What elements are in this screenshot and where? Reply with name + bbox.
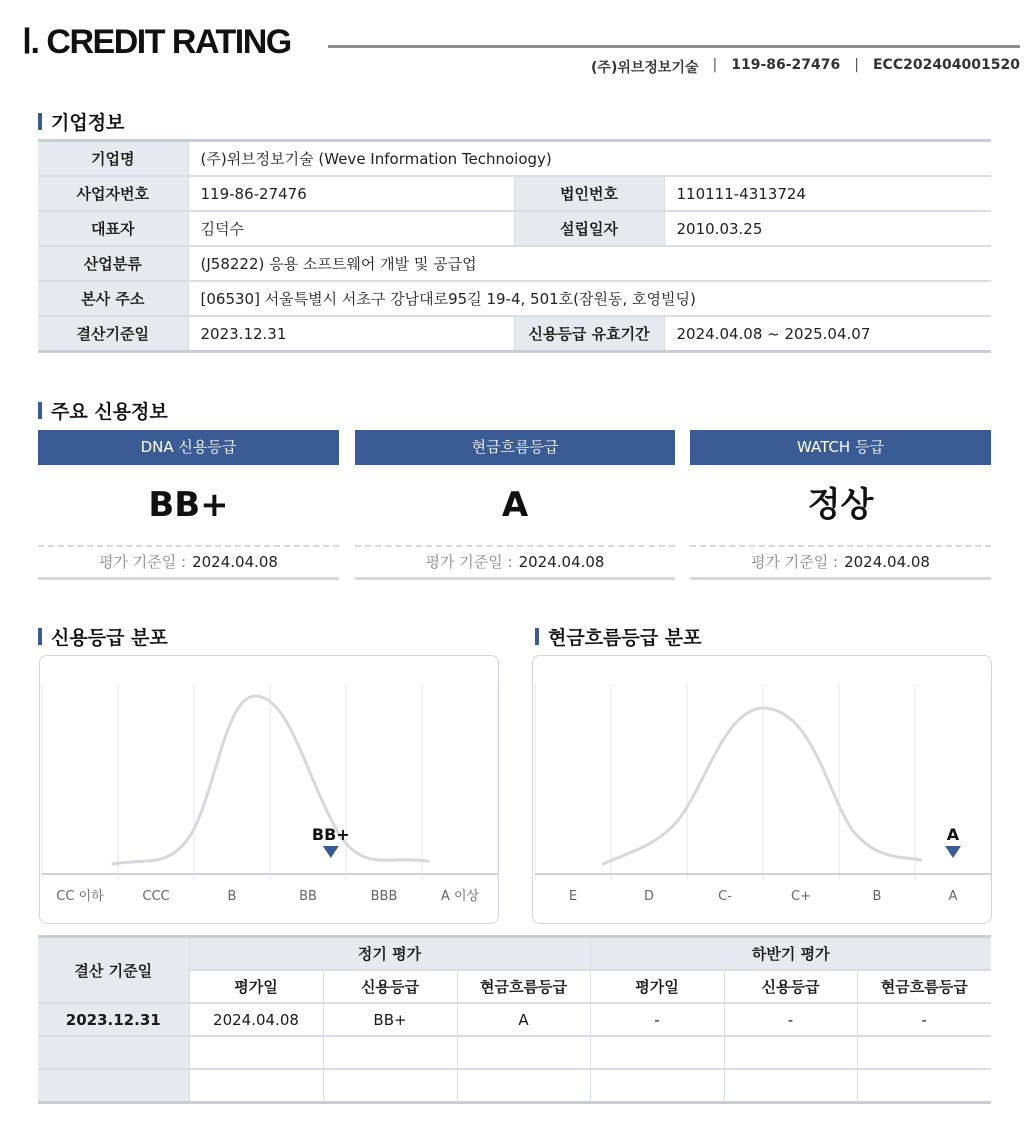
label-ceo: 대표자 — [38, 211, 188, 246]
separator: | — [712, 57, 718, 73]
table-row — [38, 1036, 991, 1069]
card-watch-rating — [690, 430, 991, 580]
credit-distribution-chart — [39, 655, 499, 924]
section-marker — [38, 113, 42, 130]
section-title-company — [38, 108, 124, 135]
header-meta — [591, 57, 1020, 77]
x-tick-label: CCC — [142, 889, 170, 904]
cell-settle-date — [38, 1069, 189, 1103]
header-eval-date: 평가일 — [590, 970, 724, 1003]
section-title-credit — [38, 397, 168, 424]
cell: 2024.04.08 — [189, 1003, 323, 1036]
x-tick-label: A 이상 — [440, 889, 480, 904]
label-industry: 산업분류 — [38, 246, 188, 281]
card-date-row — [355, 547, 675, 580]
table-row — [38, 1003, 991, 1036]
cell-settle-date: 2023.12.31 — [38, 1003, 189, 1036]
cell — [857, 1036, 991, 1069]
x-tick-label: C- — [718, 889, 732, 904]
chart-title: 신용등급 분포 — [51, 627, 168, 649]
card-dna-rating — [38, 430, 339, 580]
cell — [590, 1069, 724, 1103]
cell: - — [590, 1003, 724, 1036]
section-marker — [535, 628, 539, 645]
x-tick-label: E — [568, 889, 578, 904]
grade-marker-label: BB+ — [311, 825, 350, 844]
header-settle-date: 결산 기준일 — [38, 937, 189, 1004]
card-cashflow-rating — [355, 430, 675, 580]
x-tick-label: C+ — [791, 889, 811, 904]
header-half-eval: 하반기 평가 — [590, 937, 991, 971]
card-date: 2024.04.08 — [518, 553, 605, 571]
section-title-credit-dist — [38, 623, 168, 650]
table-row — [38, 1069, 991, 1103]
header-biz-no: 119-86-27476 — [731, 57, 841, 73]
value-ceo: 김덕수 — [188, 211, 514, 246]
value-valid-period: 2024.04.08 ~ 2025.04.07 — [664, 316, 991, 352]
label-address: 본사 주소 — [38, 281, 188, 316]
label-corp-no: 법인번호 — [514, 176, 664, 211]
value-industry: (J58222) 응용 소프트웨어 개발 및 공급업 — [188, 246, 991, 281]
header-eval-date: 평가일 — [189, 970, 323, 1003]
rating-history-table — [38, 935, 991, 1104]
cell — [724, 1069, 857, 1103]
cell — [724, 1036, 857, 1069]
x-tick-label: BBB — [370, 889, 398, 904]
label-settle-date: 결산기준일 — [38, 316, 188, 352]
cell: BB+ — [323, 1003, 457, 1036]
grade-marker-icon — [945, 846, 961, 858]
x-tick-label: A — [948, 889, 958, 904]
grade-marker-label: A — [946, 825, 960, 844]
x-tick-label: D — [643, 889, 655, 904]
card-date-row — [38, 547, 339, 580]
card-date-label: 평가 기준일 : — [751, 553, 839, 571]
header-credit-grade: 신용등급 — [724, 970, 857, 1003]
section-title-cashflow-dist — [535, 623, 701, 650]
cell-settle-date — [38, 1036, 189, 1069]
table-header-row — [38, 937, 991, 971]
card-header: DNA 신용등급 — [38, 430, 339, 465]
cell — [189, 1036, 323, 1069]
header-cashflow-grade: 현금흐름등급 — [457, 970, 590, 1003]
section-title-text: 기업정보 — [51, 112, 125, 134]
value-biz-no: 119-86-27476 — [188, 176, 514, 211]
credit-distribution-svg — [40, 656, 498, 923]
table-row — [38, 176, 991, 211]
distribution-curve — [603, 708, 921, 864]
header-company: (주)위브정보기술 — [591, 60, 699, 76]
cell: - — [724, 1003, 857, 1036]
header-cashflow-grade: 현금흐름등급 — [857, 970, 991, 1003]
value-settle-date: 2023.12.31 — [188, 316, 514, 352]
value-company-name: (주)위브정보기술 (Weve Information Technoiogy) — [188, 141, 991, 177]
card-date-row — [690, 547, 991, 580]
table-row — [38, 211, 991, 246]
label-biz-no: 사업자번호 — [38, 176, 188, 211]
cell: - — [857, 1003, 991, 1036]
section-title-text: 주요 신용정보 — [51, 401, 168, 423]
card-grade: A — [501, 485, 529, 525]
cell — [857, 1069, 991, 1103]
cell: A — [457, 1003, 590, 1036]
company-info-table — [38, 139, 991, 353]
page-title: Ⅰ. CREDIT RATING — [22, 23, 291, 61]
separator: | — [854, 57, 859, 73]
cell — [323, 1069, 457, 1103]
x-tick-label: B — [227, 889, 237, 904]
cashflow-distribution-chart — [532, 655, 992, 924]
cell — [457, 1069, 590, 1103]
value-address: [06530] 서울특별시 서초구 강남대로95길 19-4, 501호(잠원동, 호영빌딩) — [188, 281, 991, 316]
card-header: WATCH 등급 — [690, 430, 991, 465]
cell — [590, 1036, 724, 1069]
header-credit-grade: 신용등급 — [323, 970, 457, 1003]
cell — [189, 1069, 323, 1103]
card-grade: BB+ — [148, 485, 229, 525]
value-founded: 2010.03.25 — [664, 211, 991, 246]
header-doc-no: ECC202404001520 — [872, 57, 1020, 73]
table-row — [38, 246, 991, 281]
label-valid-period: 신용등급 유효기간 — [514, 316, 664, 352]
value-corp-no: 110111-4313724 — [664, 176, 991, 211]
card-grade: 정상 — [807, 485, 874, 525]
x-tick-label: CC 이하 — [56, 889, 104, 904]
table-row — [38, 281, 991, 316]
label-company-name: 기업명 — [38, 141, 188, 177]
cell — [323, 1036, 457, 1069]
title-divider — [328, 45, 1020, 48]
section-marker — [38, 402, 42, 419]
chart-title: 현금흐름등급 분포 — [548, 627, 702, 649]
card-date-label: 평가 기준일 : — [425, 553, 513, 571]
x-tick-label: B — [872, 889, 882, 904]
table-row — [38, 316, 991, 352]
header-regular-eval: 정기 평가 — [189, 937, 590, 971]
card-date-label: 평가 기준일 : — [99, 553, 187, 571]
section-marker — [38, 628, 42, 645]
grade-marker-icon — [323, 846, 339, 858]
x-tick-label: BB — [299, 889, 317, 904]
table-row — [38, 141, 991, 177]
cashflow-distribution-svg — [533, 656, 991, 923]
label-founded: 설립일자 — [514, 211, 664, 246]
card-date: 2024.04.08 — [192, 553, 278, 571]
card-header: 현금흐름등급 — [355, 430, 675, 465]
cell — [457, 1036, 590, 1069]
card-date: 2024.04.08 — [844, 553, 930, 571]
